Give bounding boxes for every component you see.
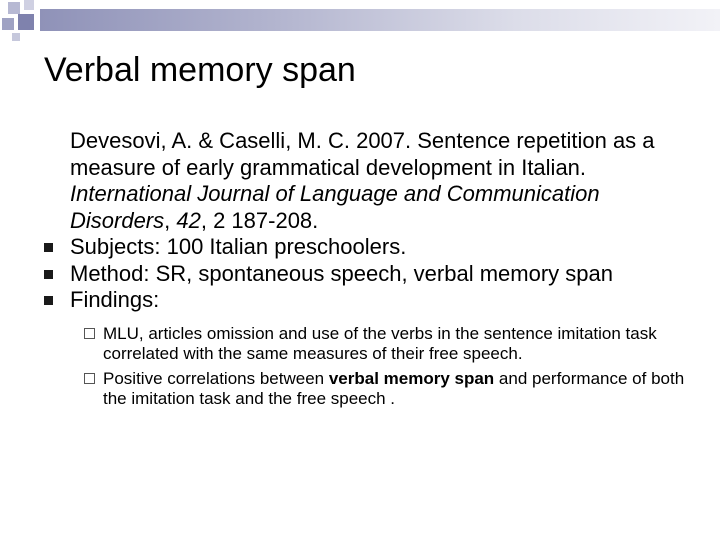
bullet-item <box>44 261 704 288</box>
corner-square <box>8 2 20 14</box>
slide-title: Verbal memory span <box>44 51 356 89</box>
bullet-item <box>44 234 704 261</box>
sub-bullet-emphasis: verbal memory span <box>328 368 495 388</box>
square-bullet-icon <box>44 270 53 279</box>
header-gradient-bar <box>40 9 720 31</box>
corner-square <box>12 33 20 41</box>
bullet-item <box>44 287 704 314</box>
sub-bullet-text-after: and performance of both the imitation task and the free speech . <box>103 368 685 408</box>
square-bullet-icon <box>44 296 53 305</box>
reference-paragraph: Devesovi, A. & Caselli, M. C. 2007. Sentence repetition as a measure of early grammatical development in Italian. International Journal of Language and Communication Disorders, 42, 2 187-208. <box>70 128 655 233</box>
hollow-square-bullet-icon <box>84 328 95 339</box>
sub-bullet-item <box>44 369 704 410</box>
bullet-text: Subjects: 100 Italian preschoolers. <box>70 234 407 259</box>
reference-pages: , 2 187-208. <box>200 207 319 233</box>
reference-volume: 42 <box>176 207 201 233</box>
bullet-text: Method: SR, spontaneous speech, verbal memory span <box>70 260 613 286</box>
sub-bullet-text-before: Positive correlations between <box>103 368 329 388</box>
corner-square <box>24 0 34 10</box>
square-bullet-icon <box>44 243 53 252</box>
hollow-square-bullet-icon <box>84 373 95 384</box>
reference-main: Devesovi, A. & Caselli, M. C. 2007. Sentence repetition as a measure of early grammatical development in Italian. <box>70 128 655 180</box>
header-decoration <box>0 0 720 40</box>
reference-journal: International Journal of Language and Communication Disorders <box>70 181 600 233</box>
corner-square <box>2 18 14 30</box>
slide-body <box>44 128 704 410</box>
bullet-text: Findings: <box>70 287 160 312</box>
corner-square <box>18 14 34 30</box>
sub-bullet-text: MLU, articles omission and use of the verbs in the sentence imitation task correlated with the same measures of their free speech. <box>103 323 657 363</box>
sub-bullet-item <box>44 324 704 365</box>
